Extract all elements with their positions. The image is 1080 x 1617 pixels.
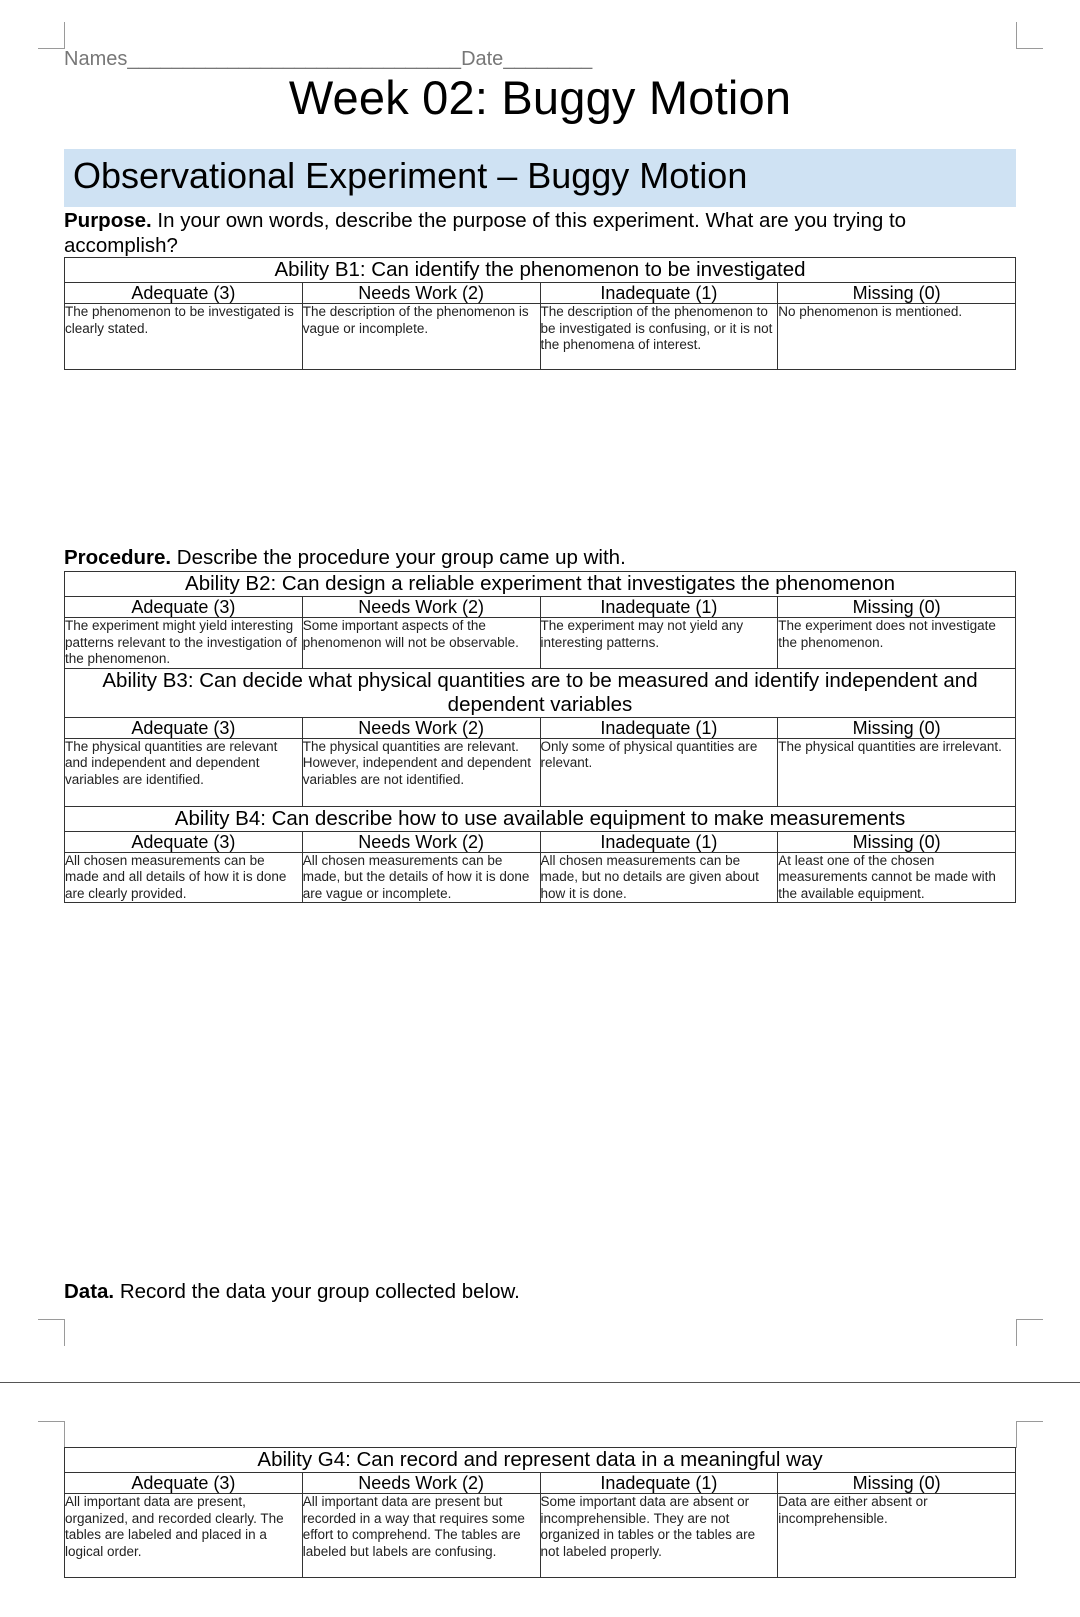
level-description: Data are either absent or incomprehensible. — [778, 1494, 1016, 1578]
level-description: The experiment may not yield any interesting patterns. — [540, 618, 778, 669]
level-description: All chosen measurements can be made and all details of how it is done are clearly provided. — [65, 852, 303, 903]
ability-title: Ability G4: Can record and represent data in a meaningful way — [65, 1448, 1016, 1473]
level-header: Missing (0) — [778, 597, 1016, 618]
ability-title: Ability B4: Can describe how to use available equipment to make measurements — [65, 806, 1016, 831]
level-header: Missing (0) — [778, 831, 1016, 852]
level-description: Only some of physical quantities are relevant. — [540, 738, 778, 806]
level-description: Some important aspects of the phenomenon will not be observable. — [302, 618, 540, 669]
rubric-table-g4 — [64, 1447, 1016, 1578]
level-header: Needs Work (2) — [302, 717, 540, 738]
level-header: Inadequate (1) — [540, 1473, 778, 1494]
section-heading: Observational Experiment – Buggy Motion — [73, 155, 748, 196]
procedure-paragraph — [64, 545, 1014, 570]
level-header: Needs Work (2) — [302, 831, 540, 852]
level-description: The phenomenon to be investigated is clearly stated. — [65, 304, 303, 370]
level-header: Needs Work (2) — [302, 1473, 540, 1494]
level-description: The description of the phenomenon is vague or incomplete. — [302, 304, 540, 370]
level-header: Adequate (3) — [65, 283, 303, 304]
level-header: Inadequate (1) — [540, 597, 778, 618]
crop-mark-top-left — [38, 1421, 65, 1448]
rubric-table-b1 — [64, 257, 1016, 370]
document-title: Week 02: Buggy Motion — [288, 71, 792, 124]
level-header: Inadequate (1) — [540, 283, 778, 304]
crop-mark-bottom-right — [1016, 1319, 1043, 1346]
crop-mark-top-right — [1016, 22, 1043, 49]
level-description: The physical quantities are relevant. However, independent and dependent variables are not identified. — [302, 738, 540, 806]
names-label: Names — [64, 48, 128, 70]
crop-mark-bottom-left — [38, 1319, 65, 1346]
date-label: Date — [461, 48, 504, 70]
level-header: Needs Work (2) — [302, 283, 540, 304]
date-blank: ________ — [503, 48, 593, 70]
level-description: All chosen measurements can be made, but no details are given about how it is done. — [540, 852, 778, 903]
level-description: The description of the phenomenon to be investigated is confusing, or it is not the phenomena of interest. — [540, 304, 778, 370]
level-header: Adequate (3) — [65, 831, 303, 852]
level-description: The physical quantities are relevant and independent and dependent variables are identified. — [65, 738, 303, 806]
crop-mark-top-left — [38, 22, 65, 49]
ability-title: Ability B1: Can identify the phenomenon to be investigated — [65, 258, 1016, 283]
rubric-table-b2-b4 — [64, 571, 1016, 903]
level-header: Inadequate (1) — [540, 717, 778, 738]
level-description: All important data are present but recorded in a way that requires some effort to comprehend. The tables are labeled but labels are confusing. — [302, 1494, 540, 1578]
level-header: Missing (0) — [778, 717, 1016, 738]
level-description: No phenomenon is mentioned. — [778, 304, 1016, 370]
purpose-paragraph — [64, 208, 1014, 258]
names-blank: ______________________________ — [127, 48, 462, 70]
crop-mark-top-right — [1016, 1421, 1043, 1448]
level-header: Adequate (3) — [65, 717, 303, 738]
purpose-label: Purpose. — [64, 209, 152, 232]
level-description: All important data are present, organized, and recorded clearly. The tables are labeled and placed in a logical order. — [65, 1494, 303, 1578]
level-header: Needs Work (2) — [302, 597, 540, 618]
level-description: The experiment might yield interesting patterns relevant to the investigation of the phenomenon. — [65, 618, 303, 669]
level-description: At least one of the chosen measurements cannot be made with the available equipment. — [778, 852, 1016, 903]
procedure-label: Procedure. — [64, 546, 172, 569]
data-text: Record the data your group collected below. — [114, 1280, 520, 1303]
level-description: The experiment does not investigate the phenomenon. — [778, 618, 1016, 669]
level-description: Some important data are absent or incomprehensible. They are not organized in tables or the tables are not labeled properly. — [540, 1494, 778, 1578]
ability-title: Ability B3: Can decide what physical quantities are to be measured and identify independent and dependent variables — [65, 668, 1016, 717]
page-break-line — [0, 1382, 1080, 1383]
data-paragraph — [64, 1279, 1014, 1304]
ability-title: Ability B2: Can design a reliable experiment that investigates the phenomenon — [65, 572, 1016, 597]
data-label: Data. — [64, 1280, 115, 1303]
level-header: Adequate (3) — [65, 1473, 303, 1494]
level-description: The physical quantities are irrelevant. — [778, 738, 1016, 806]
document-page-2 — [0, 1384, 1080, 1617]
level-description: All chosen measurements can be made, but the details of how it is done are vague or incomplete. — [302, 852, 540, 903]
level-header: Missing (0) — [778, 283, 1016, 304]
purpose-text: In your own words, describe the purpose of this experiment. What are you trying to accomplish? — [64, 209, 907, 257]
procedure-text: Describe the procedure your group came up with. — [171, 546, 626, 569]
level-header: Missing (0) — [778, 1473, 1016, 1494]
names-date-line — [64, 48, 592, 71]
level-header: Adequate (3) — [65, 597, 303, 618]
level-header: Inadequate (1) — [540, 831, 778, 852]
section-heading-band — [64, 149, 1016, 207]
